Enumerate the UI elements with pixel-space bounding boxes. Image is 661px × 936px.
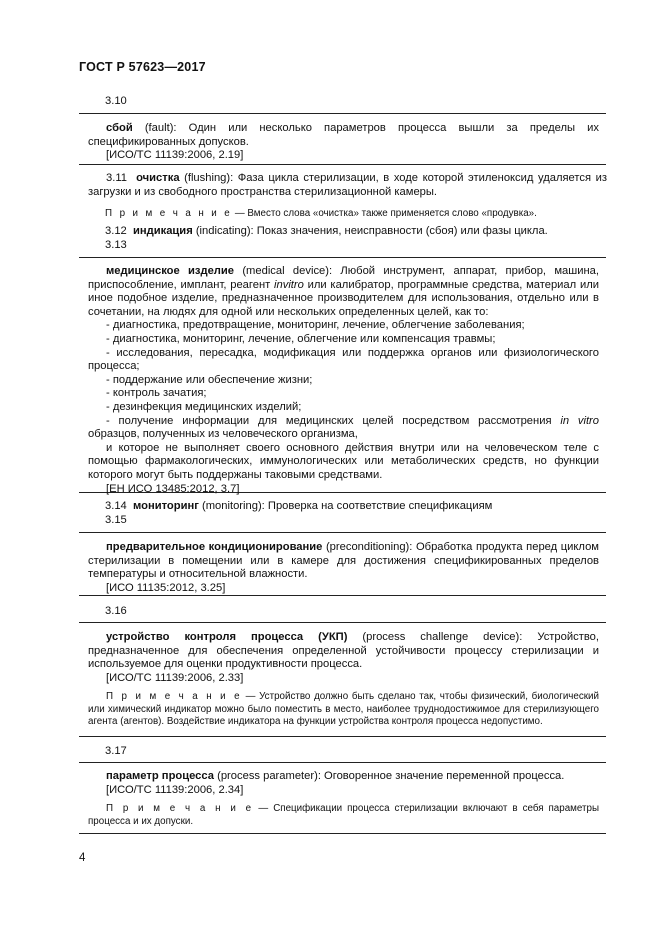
definition-text: (process parameter): Оговоренное значение переменной процесса. — [214, 770, 565, 782]
list-item — [88, 415, 599, 442]
definition-3-10 — [88, 122, 599, 149]
note-label: П р и м е ч а н и е — [106, 691, 242, 703]
definition-text: (fault): Один или несколько параметров процесса вышли за пределы их спецификированных допусков. — [88, 122, 599, 148]
definition-3-13 — [88, 265, 599, 319]
list-item: - исследования, пересадка, модификация или поддержка органов или физиологического процесса; — [88, 346, 599, 373]
definition-text: (process challenge device): Устройство, предназначенное для обеспечения определенной устойчивости процессу стерилизации и используемое для оценки продуктивности процесса. — [88, 631, 599, 671]
term-number-3-16: 3.16 — [105, 605, 127, 617]
definition-text: (flushing): Фаза цикла стерилизации, в ходе которой этиленоксид удаляется из загрузки и из свободного пространства стерилизационной камеры. — [88, 172, 608, 198]
term-process-parameter: параметр процесса — [106, 770, 214, 782]
note-label: П р и м е ч а н и е — [105, 208, 233, 219]
definition-text: или калибратор, программные средства, материал или иное подобное изделие, предназначенное производителем для использования, отдельно или в сочетании, на людях для одной или нескольких определенных целей, как то: — [88, 278, 599, 318]
note-text: — Вместо слова «очистка» также применяется слово «продувка». — [232, 208, 537, 219]
definition-3-15 — [88, 541, 599, 582]
note-text: — Спецификации процесса стерилизации включают в себя параметры процесса и их допуски. — [88, 803, 599, 827]
term-fault: сбой — [106, 122, 133, 134]
definition-3-14 — [105, 500, 605, 514]
term-box-3-10 — [79, 113, 606, 165]
term-monitoring: мониторинг — [133, 500, 199, 512]
reference-3-17: [ИСО/ТС 11139:2006, 2.34] — [106, 783, 244, 796]
document-header: ГОСТ Р 57623—2017 — [79, 60, 206, 74]
reference-3-15: [ИСО 11135:2012, 3.25] — [106, 581, 226, 594]
definition-3-16 — [88, 631, 599, 672]
term-process-challenge-device: устройство контроля процесса (УКП) — [106, 631, 348, 643]
term-number-3-14: 3.14 — [105, 500, 127, 512]
reference-3-16: [ИСО/ТС 11139:2006, 2.33] — [106, 671, 244, 684]
list-item: - поддержание или обеспечение жизни; — [106, 373, 313, 386]
note-3-17 — [88, 803, 599, 828]
term-box-3-17 — [79, 762, 606, 834]
term-medical-device: медицинское изделие — [106, 265, 235, 277]
definition-text: (medical device): Любой инструмент, аппарат, прибор, машина, приспособление, имплант, реагент — [88, 265, 599, 291]
list-item: - контроль зачатия; — [106, 387, 207, 400]
definition-text: (indicating): Показ значения, неисправности (сбоя) или фазы цикла. — [192, 225, 548, 237]
definition-final: и которое не выполняет своего основного действия внутри или на человеческом теле с помощью фармакологических, иммунологических или метаболических средств, но функции которого могут быть поддержаны таковыми средствами. — [88, 441, 599, 481]
term-box-3-16 — [79, 622, 606, 737]
list-item-text: образцов, полученных из человеческого организма, — [88, 428, 358, 441]
list-item-text: - получение информации для медицинских целей посредством рассмотрения — [106, 414, 561, 427]
in-vitro-italic: in vitro — [560, 414, 599, 427]
invitro-italic: invitro — [274, 278, 304, 291]
term-box-3-13 — [79, 257, 606, 493]
note-3-16 — [88, 691, 599, 728]
term-flushing: очистка — [136, 172, 180, 184]
note-3-11 — [105, 208, 605, 220]
term-number-3-15: 3.15 — [105, 514, 127, 526]
list-item: - диагностика, мониторинг, лечение, облегчение или компенсация травмы; — [106, 332, 496, 345]
reference-3-10: [ИСО/ТС 11139:2006, 2.19] — [106, 149, 244, 162]
list-item: - дезинфекция медицинских изделий; — [106, 400, 302, 413]
definition-3-17 — [88, 770, 599, 784]
term-number-3-10: 3.10 — [105, 95, 127, 107]
note-label: П р и м е ч а н и е — [106, 803, 254, 815]
term-number-3-11: 3.11 — [106, 172, 127, 184]
definition-text: (preconditioning): Обработка продукта перед циклом стерилизации в помещении или в камере для достижения спецификированных пределов температуры и относительной влажности. — [88, 541, 599, 581]
term-number-3-13: 3.13 — [105, 239, 127, 251]
definition-3-11 — [88, 172, 607, 199]
definition-text: (monitoring): Проверка на соответствие спецификациям — [198, 500, 493, 512]
definition-3-12 — [105, 225, 605, 239]
page-number: 4 — [79, 852, 86, 864]
list-item: - диагностика, предотвращение, мониторинг, лечение, облегчение заболевания; — [106, 319, 525, 332]
term-number-3-12: 3.12 — [105, 225, 127, 237]
reference-3-13: [ЕН ИСО 13485:2012, 3.7] — [106, 482, 240, 495]
term-indicating: индикация — [133, 225, 193, 237]
note-text: — Устройство должно быть сделано так, чтобы физический, биологический или химический индикатор можно было поместить в место, наиболее труднодостижимое для стерилизующего агента (агентов). Воздействие индикатора на функции устройства контроля процесса недопустимо. — [88, 691, 599, 728]
term-box-3-15 — [79, 532, 606, 596]
term-preconditioning: предварительное кондиционирование — [106, 541, 323, 553]
term-number-3-17: 3.17 — [105, 745, 127, 757]
